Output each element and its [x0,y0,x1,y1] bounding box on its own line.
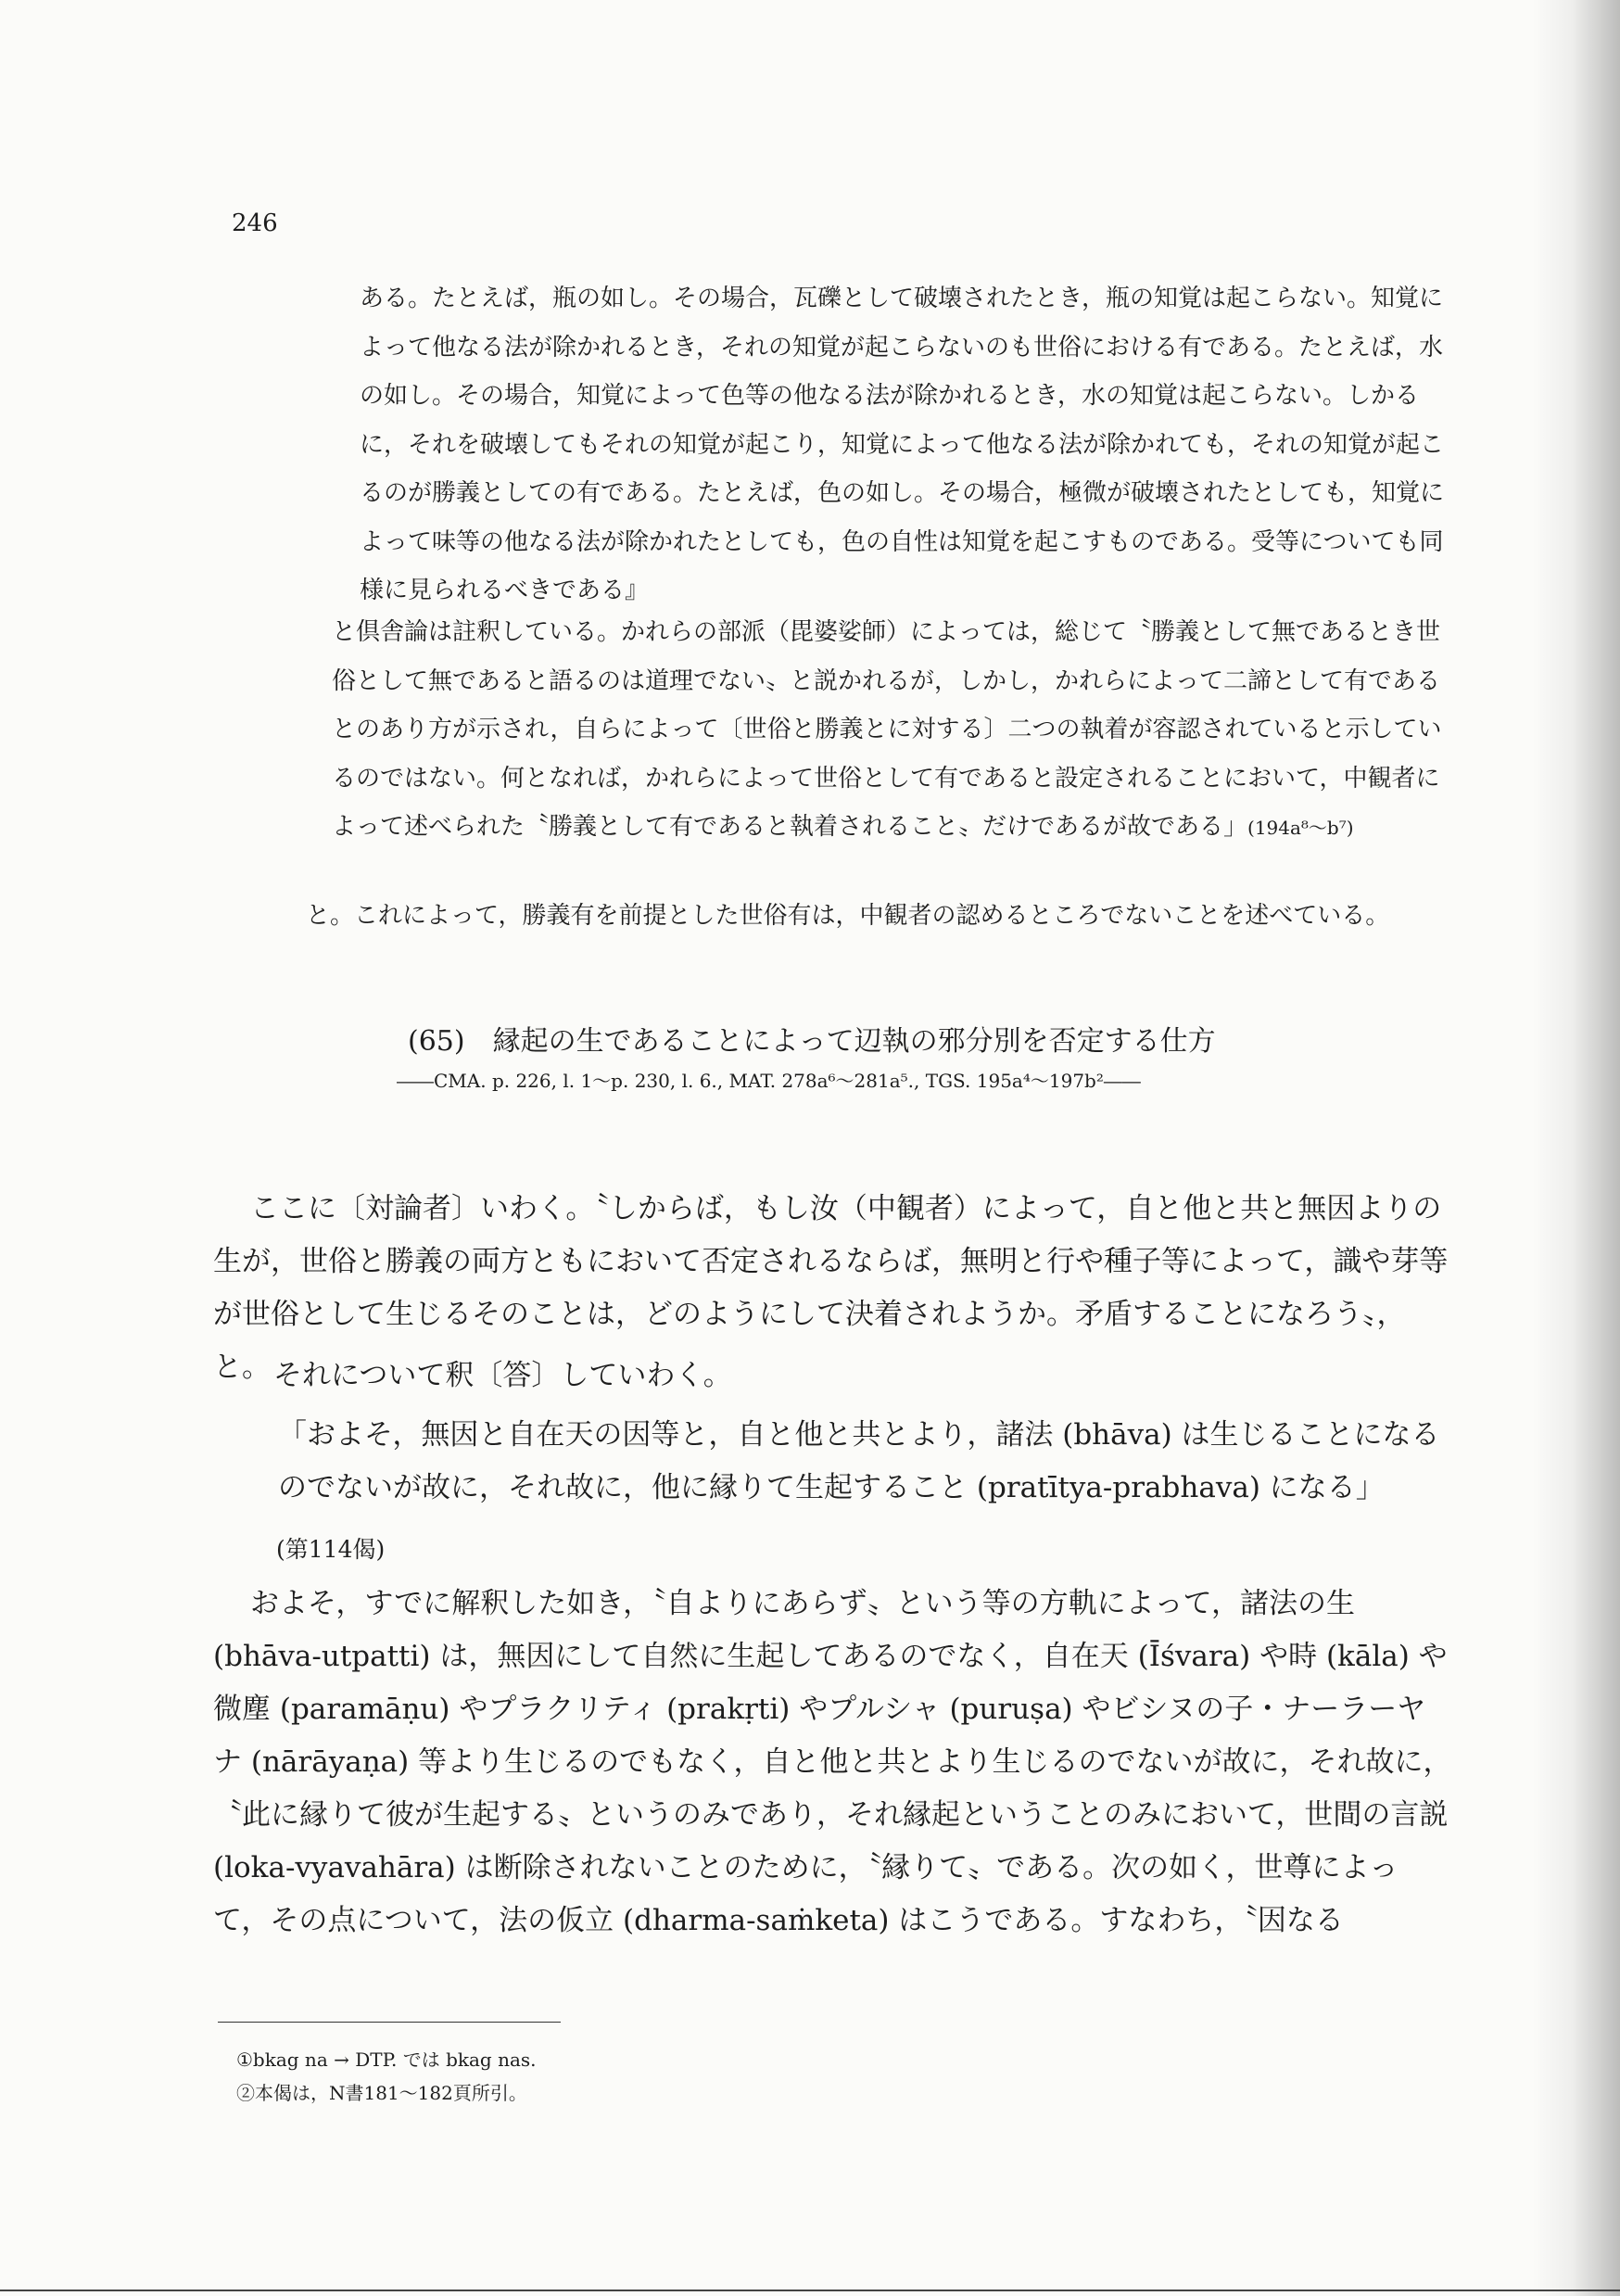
page-edge-shadow [1532,0,1620,2296]
objection-paragraph: ここに〔対論者〕いわく。〝しからば，もし汝（中観者）によって，自と他と共と無因よりの生が，世俗と勝義の両方ともにおいて否定されるならば，無明と行や種子等によって，識や芽等が世俗として生じるそのことは，どのようにして決着されようか。矛盾することになろう〟，と。 [213,1192,1449,1384]
scan-bottom-edge [0,2290,1620,2291]
quote-close [332,608,1449,853]
quote-reference: (194a⁸～b⁷) [1247,817,1354,839]
footnote-2: ②本偈は，N書181～182頁所引。 [236,2082,527,2104]
answer-intro: それについて釈〔答〕していわく。 [273,1359,732,1392]
verse-number: (第114偈) [276,1536,386,1563]
quote-close-text: と倶舎論は註釈している。かれらの部派（毘婆娑師）によっては，総じて〝勝義として無であるとき世俗として無であると語るのは道理でない〟と説かれるが，しかし，かれらによって二諦として有であるとのあり方が示され，自らによって〔世俗と勝義とに対する〕二つの執着が容認されていると示しているのではない。何となれば，かれらによって世俗として有であると設定されることにおいて，中観者によって述べられた〝勝義として有であると執着されること〟だけであるが故である」 [332,618,1442,841]
page-number: 246 [232,209,278,237]
footnote-1: ①bkag na → DTP. では bkag nas. [236,2049,537,2071]
footnote-divider [218,2022,561,2023]
source-reference: ――CMA. p. 226, l. 1～p. 230, l. 6., MAT. 278a⁶～281a⁵., TGS. 195a⁴～197b²―― [397,1070,1141,1092]
commentary-paragraph: およそ，すでに解釈した如き，〝自よりにあらず〟という等の方軌によって，諸法の生 (bhāva-utpatti) は，無因にして自然に生起してあるのでなく，自在天 (Īśvara) や時 (kāla) や微塵 (paramāṇu) やプラクリティ (prakṛti) やプルシャ (puruṣa) やビシヌの子・ナーラーヤナ (nārāyaṇa) 等より生じるのでもなく，自と他と共とより生じるのでないが故に，それ故に，〝此に縁りて彼が生起する〟というのみであり，それ縁起ということのみにおいて，世間の言説 (loka-vyavahāra) は断除されないことのために，〝縁りて〟である。次の如く，世尊によって，その点について，法の仮立 (dharma-saṁketa) はこうである。すなわち，〝因なる [213,1587,1452,1937]
section-heading: (65) 縁起の生であることによって辺執の邪分別を否定する仕方 [408,1025,1216,1058]
quote-body: ある。たとえば，瓶の如し。その場合，瓦礫として破壊されたとき，瓶の知覚は起こらない。知覚によって他なる法が除かれるとき，それの知覚が起こらないのも世俗における有である。たとえば，水の如し。その場合，知覚によって色等の他なる法が除かれるとき，水の知覚は起こらない。しかるに，それを破壊してもそれの知覚が起こり，知覚によって他なる法が除かれても，それの知覚が起こるのが勝義としての有である。たとえば，色の如し。その場合，極微が破壊されたとしても，知覚によって味等の他なる法が除かれたとしても，色の自性は知覚を起こすものである。受等についても同様に見られるべきである』 [360,285,1445,604]
conclusion-paragraph: と。これによって，勝義有を前提とした世俗有は，中観者の認めるところでないことを述べている。 [306,902,1390,930]
verse-114: 「およそ，無因と自在天の因等と，自と他と共とより，諸法 (bhāva) は生じることになるのでないが故に，それ故に，他に縁りて生起すること (pratītya-prabhava) になる」 [278,1418,1440,1504]
